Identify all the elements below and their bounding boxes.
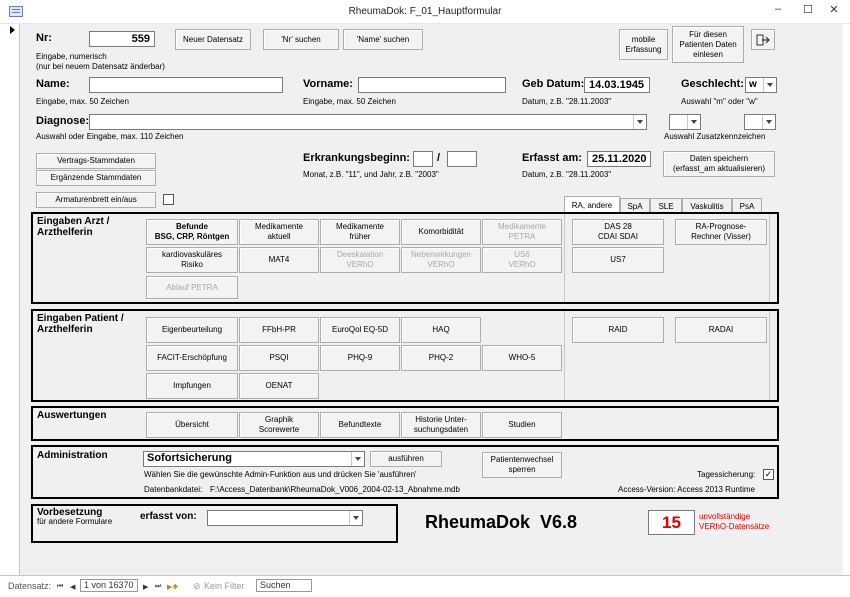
raid-button[interactable]: RAID <box>572 317 664 343</box>
phq2-button[interactable]: PHQ-2 <box>401 345 481 371</box>
mobile-entry-button[interactable]: mobile Erfassung <box>619 29 668 60</box>
auswertungen-title: Auswertungen <box>37 410 107 421</box>
access-version: Access-Version: Access 2013 Runtime <box>618 485 755 494</box>
window-title: RheumaDok: F_01_Hauptformular <box>348 6 502 17</box>
psqi-button[interactable]: PSQI <box>239 345 319 371</box>
incomplete-count[interactable]: 15 <box>648 510 695 535</box>
deeskalation-verho-button[interactable]: Deeskalation VERhO <box>320 247 400 273</box>
euroqol-button[interactable]: EuroQol EQ-5D <box>320 317 400 343</box>
tab-spa[interactable]: SpA <box>620 198 650 213</box>
erfasst-von-combo[interactable] <box>207 510 363 526</box>
erkrankung-label: Erkrankungsbeginn: <box>303 152 410 164</box>
record-position-field[interactable]: 1 von 16370 <box>80 579 138 592</box>
medikamente-frueher-button[interactable]: Medikamente früher <box>320 219 400 245</box>
medikamente-petra-button[interactable]: Medikamente PETRA <box>482 219 562 245</box>
nebenwirkungen-verho-button[interactable]: Nebenwirkungen VERhO <box>401 247 481 273</box>
impfungen-button[interactable]: Impfungen <box>146 373 238 399</box>
title-bar <box>0 0 850 24</box>
erfasst-field[interactable]: 25.11.2020 <box>587 151 651 167</box>
komorbiditaet-button[interactable]: Komorbidität <box>401 219 481 245</box>
nr-label: Nr: <box>36 32 52 44</box>
geschlecht-select[interactable] <box>745 77 777 93</box>
chevron-down-icon[interactable] <box>633 115 646 129</box>
armaturenbrett-checkbox[interactable] <box>163 194 174 205</box>
vertrag-stammdaten-button[interactable]: Vertrags-Stammdaten <box>36 153 156 169</box>
close-button[interactable]: ✕ <box>829 4 839 16</box>
db-file-label: Datenbankdatei: <box>144 485 203 494</box>
vorname-field[interactable] <box>358 77 506 93</box>
geschlecht-label: Geschlecht: <box>681 78 744 90</box>
who5-button[interactable]: WHO-5 <box>482 345 562 371</box>
first-record-button[interactable]: ⏮ <box>57 583 64 590</box>
zusatz-combo-1[interactable] <box>669 114 701 130</box>
patient-section-title: Eingaben Patient / Arzthelferin <box>37 313 124 335</box>
next-record-button[interactable]: ▶ <box>143 584 149 591</box>
tab-ra-andere[interactable]: RA, andere <box>564 196 620 213</box>
graphik-scorewerte-button[interactable]: Graphik Scorewerte <box>239 412 319 438</box>
ffbh-pr-button[interactable]: FFbH-PR <box>239 317 319 343</box>
tagessicherung-label: Tagessicherung: <box>697 470 756 479</box>
tab-vaskulitis[interactable]: Vaskulitis <box>682 198 732 213</box>
oenat-button[interactable]: OENAT <box>239 373 319 399</box>
vorname-hint: Eingabe, max. 50 Zeichen <box>303 97 396 106</box>
erkrankung-year-field[interactable] <box>447 151 477 167</box>
db-file-path: F:\Access_Datenbank\RheumaDok_V006_2004-02-13_Abnahme.mdb <box>210 485 460 494</box>
admin-title: Administration <box>37 450 108 461</box>
zusatz-hint: Auswahl Zusatzkennzeichen <box>664 132 766 141</box>
admin-function-combo[interactable] <box>143 451 365 467</box>
nr-hint-1: Eingabe, numerisch <box>36 52 107 61</box>
new-record-button[interactable]: Neuer Datensatz <box>175 29 251 50</box>
us7-button[interactable]: US7 <box>572 247 664 273</box>
vorbesetzung-subtitle: für andere Formulare <box>37 517 113 526</box>
incomplete-label: unvollständige VERhO-Datensätze <box>699 512 770 531</box>
maximize-button[interactable]: ☐ <box>803 4 813 16</box>
record-selector[interactable] <box>7 24 20 575</box>
main-form <box>7 24 843 575</box>
search-nr-button[interactable]: 'Nr' suchen <box>263 29 339 50</box>
ergaenzende-stammdaten-button[interactable]: Ergänzende Stammdaten <box>36 170 156 186</box>
minimize-button[interactable]: – <box>774 3 782 15</box>
medikamente-aktuell-button[interactable]: Medikamente aktuell <box>239 219 319 245</box>
search-input[interactable]: Suchen <box>256 579 312 592</box>
lock-patient-change-button[interactable]: Patientenwechsel sperren <box>482 452 562 478</box>
record-nav-label: Datensatz: <box>8 581 52 591</box>
phq9-button[interactable]: PHQ-9 <box>320 345 400 371</box>
erkrankung-hint: Monat, z.B. "11", und Jahr, z.B. "2003" <box>303 170 439 179</box>
uebersicht-button[interactable]: Übersicht <box>146 412 238 438</box>
befundtexte-button[interactable]: Befundtexte <box>320 412 400 438</box>
admin-function-value: Sofortsicherung <box>147 452 232 464</box>
radai-button[interactable]: RADAI <box>675 317 767 343</box>
erfasst-hint: Datum, z.B. "28.11.2003" <box>522 170 612 179</box>
mat4-button[interactable]: MAT4 <box>239 247 319 273</box>
geschlecht-value: w <box>749 79 757 90</box>
save-data-button[interactable]: Daten speichern (erfasst_am aktualisieren) <box>663 151 775 177</box>
erfasst-label: Erfasst am: <box>522 152 582 164</box>
geschlecht-hint: Auswahl "m" oder "w" <box>681 97 758 106</box>
diagnose-combo[interactable] <box>89 114 647 130</box>
geb-hint: Datum, z.B. "28.11.2003" <box>522 97 612 106</box>
geb-label: Geb Datum: <box>522 78 585 90</box>
name-hint: Eingabe, max. 50 Zeichen <box>36 97 129 106</box>
exit-icon[interactable] <box>751 29 775 50</box>
erkrankung-slash: / <box>437 152 441 164</box>
eigenbeurteilung-button[interactable]: Eigenbeurteilung <box>146 317 238 343</box>
name-field[interactable] <box>89 77 283 93</box>
chevron-down-icon[interactable] <box>687 115 700 129</box>
haq-button[interactable]: HAQ <box>401 317 481 343</box>
us6-verho-button[interactable]: US6 VERhO <box>482 247 562 273</box>
tab-sle[interactable]: SLE <box>650 198 682 213</box>
nr-field[interactable]: 559 <box>89 31 155 47</box>
name-label: Name: <box>36 78 70 90</box>
filter-status[interactable]: Kein Filter <box>204 581 245 591</box>
geb-field[interactable]: 14.03.1945 <box>584 77 650 93</box>
nr-hint-2: (nur bei neuem Datensatz änderbar) <box>36 62 165 71</box>
ra-prognose-button[interactable]: RA-Prognose- Rechner (Visser) <box>675 219 767 245</box>
new-record-nav-button[interactable]: ▶✱ <box>167 584 179 591</box>
record-navigation-bar <box>0 575 850 597</box>
last-record-button[interactable]: ⏭ <box>155 583 162 590</box>
tab-psa[interactable]: PsA <box>732 198 762 213</box>
erkrankung-month-field[interactable] <box>413 151 433 167</box>
befunde-button[interactable]: Befunde BSG, CRP, Röntgen <box>146 219 238 245</box>
prev-record-button[interactable]: ◀ <box>70 584 76 591</box>
erfasst-von-label: erfasst von: <box>140 511 197 522</box>
das28-button[interactable]: DAS 28 CDAI SDAI <box>572 219 664 245</box>
historie-button[interactable]: Historie Unter- suchungsdaten <box>401 412 481 438</box>
zusatz-combo-2[interactable] <box>744 114 776 130</box>
facit-button[interactable]: FACIT-Erschöpfung <box>146 345 238 371</box>
filter-icon[interactable]: ⊘ <box>193 581 201 591</box>
arzt-section-title: Eingaben Arzt / Arzthelferin <box>37 216 110 238</box>
diagnose-label: Diagnose: <box>36 115 90 127</box>
chevron-down-icon[interactable] <box>762 115 775 129</box>
run-admin-button[interactable]: ausführen <box>370 451 442 467</box>
search-name-button[interactable]: 'Name' suchen <box>343 29 423 50</box>
vorbesetzung-title: Vorbesetzung <box>37 507 103 518</box>
ablauf-petra-button[interactable]: Ablauf PETRA <box>146 276 238 299</box>
vorname-label: Vorname: <box>303 78 353 90</box>
tagessicherung-checkbox[interactable]: ✓ <box>764 469 773 479</box>
read-patient-data-button[interactable]: Für diesen Patienten Daten einlesen <box>672 26 744 63</box>
admin-hint: Wählen Sie die gewünschte Admin-Funktion aus und drücken Sie 'ausführen' <box>144 470 417 479</box>
chevron-down-icon[interactable] <box>351 452 364 466</box>
studien-button[interactable]: Studien <box>482 412 562 438</box>
current-record-icon <box>10 26 15 34</box>
kardiovaskulaeres-risiko-button[interactable]: kardiovaskuläres Risiko <box>146 247 238 273</box>
app-brand: RheumaDok V6.8 <box>425 512 578 532</box>
armaturenbrett-button[interactable]: Armaturenbrett ein/aus <box>36 192 156 208</box>
diagnose-hint: Auswahl oder Eingabe, max. 110 Zeichen <box>36 132 184 141</box>
chevron-down-icon[interactable] <box>349 511 362 525</box>
chevron-down-icon[interactable] <box>763 78 776 92</box>
